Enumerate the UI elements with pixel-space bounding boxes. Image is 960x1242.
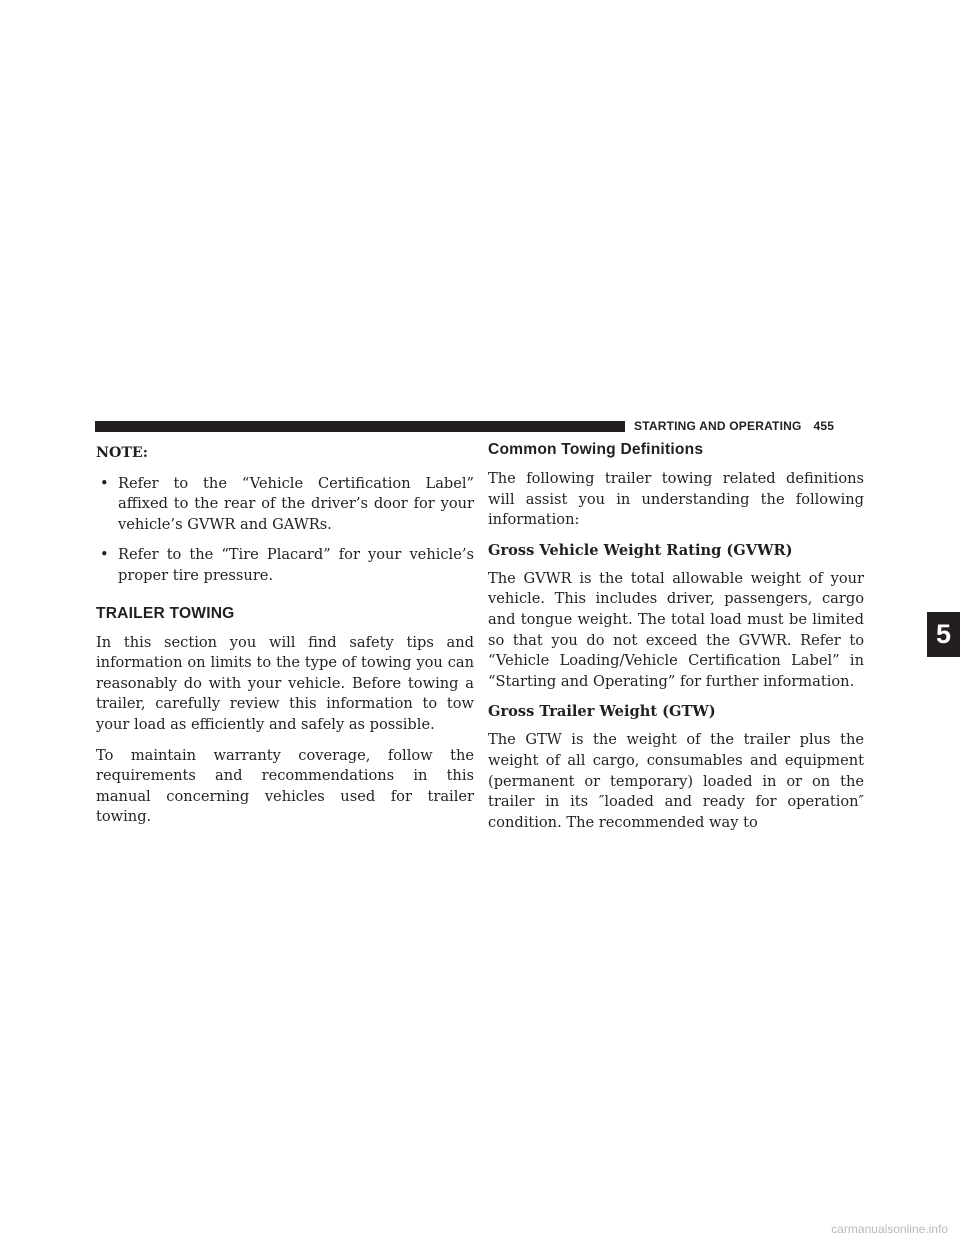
watermark[interactable]: carmanualsonline.info <box>831 1222 948 1236</box>
definition-text-gtw: The GTW is the weight of the trailer plus the weight of all cargo, consumables and equipment (permanent or temporary) loaded in or on the trailer in its ″loaded and ready for operation″ condition. The recommended way to <box>488 731 864 831</box>
header-title: STARTING AND OPERATING <box>634 419 802 433</box>
bullet-text: Refer to the “Tire Placard” for your vehicle’s proper tire pressure. <box>118 546 474 584</box>
definition-term-gvwr: Gross Vehicle Weight Rating (GVWR) <box>488 541 793 559</box>
header-rule <box>95 421 625 432</box>
note-bullet-1 <box>96 474 474 536</box>
bullet-dot: • <box>100 546 109 564</box>
chapter-tab: 5 <box>927 612 960 657</box>
section-title-towing-definitions: Common Towing Definitions <box>488 441 704 458</box>
bullet-text: Refer to the “Vehicle Certification Label” affixed to the rear of the driver’s door for your vehicle’s GVWR and GAWRs. <box>118 474 474 533</box>
note-bullet-2 <box>96 545 474 586</box>
definition-term-gtw: Gross Trailer Weight (GTW) <box>488 703 716 721</box>
paragraph: To maintain warranty coverage, follow the requirements and recommendations in this manual concerning vehicles used for trailer towing. <box>96 746 474 826</box>
note-label: NOTE: <box>96 445 148 461</box>
page-number: 455 <box>813 419 835 433</box>
running-header <box>634 419 834 433</box>
bullet-dot: • <box>100 474 109 492</box>
section-title-trailer-towing: TRAILER TOWING <box>96 604 235 622</box>
definition-text-gvwr: The GVWR is the total allowable weight of your vehicle. This includes driver, passengers, cargo and tongue weight. The total load must be limited so that you do not exceed the GVWR. Refer to “Vehicle Loading/Vehicle Certification Label” in “Starting and Operating” for further information. <box>488 569 864 690</box>
right-column <box>488 443 864 843</box>
paragraph: In this section you will find safety tips and information on limits to the type of towing you can reasonably do with your vehicle. Before towing a trailer, carefully review this information to tow your load as efficiently and safely as possible. <box>96 633 474 733</box>
intro-paragraph: The following trailer towing related definitions will assist you in understanding the following information: <box>488 470 864 529</box>
left-column <box>96 443 474 838</box>
